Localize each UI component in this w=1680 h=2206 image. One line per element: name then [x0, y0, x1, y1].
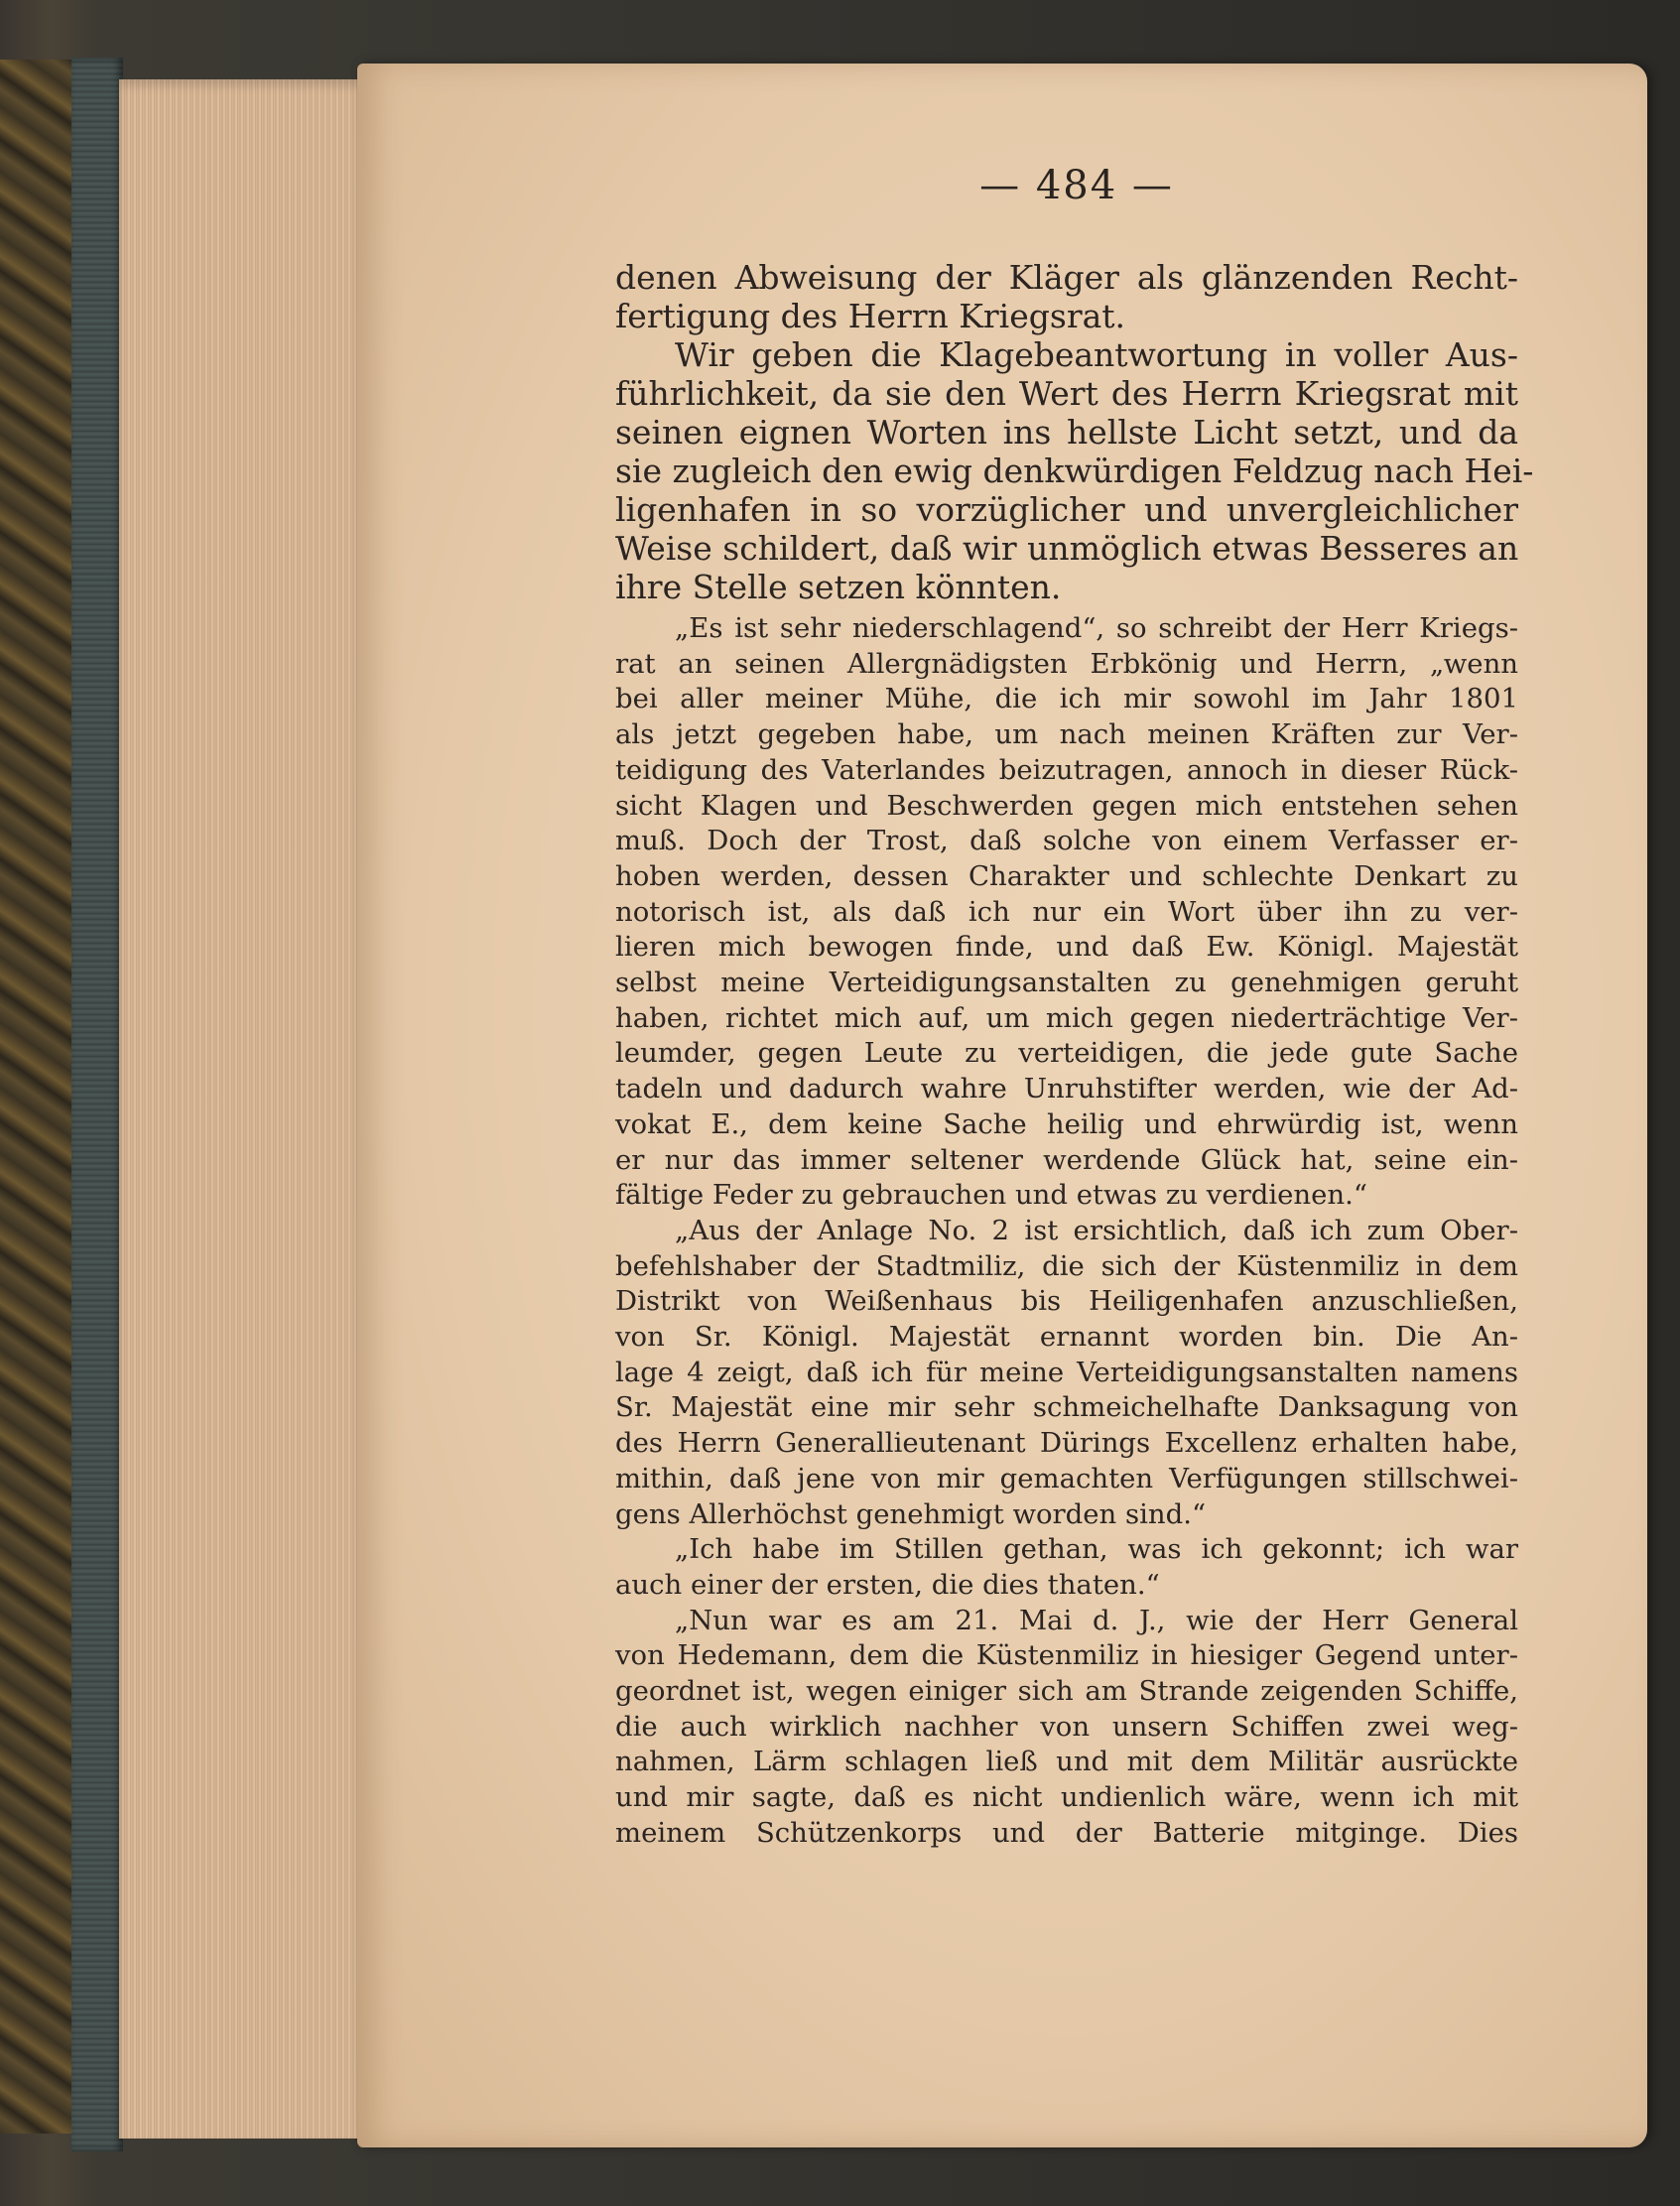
text-line: bei aller meiner Mühe, die ich mir sowohl im Jahr 1801 — [615, 683, 1518, 715]
text-line: fertigung des Herrn Kriegsrat. — [615, 297, 1126, 335]
book-spine — [71, 58, 123, 2151]
text-line: leumder, gegen Leute zu verteidigen, die jede gute Sache — [615, 1037, 1518, 1070]
text-line: teidigung des Vaterlandes beizutragen, annoch in dieser Rück- — [615, 753, 1518, 786]
text-line: und mir sagte, daß es nicht undienlich wäre, wenn ich mit — [615, 1781, 1518, 1814]
text-line: lieren mich bewogen finde, und daß Ew. Königl. Majestät — [615, 931, 1518, 964]
text-line: Sr. Majestät eine mir sehr schmeichelhafte Danksagung von — [615, 1391, 1518, 1424]
text-line: sie zugleich den ewig denkwürdigen Feldzug nach Hei- — [615, 452, 1534, 490]
text-line: Wir geben die Klagebeantwortung in voller Aus- — [675, 335, 1518, 374]
text-line: ihre Stelle setzen könnten. — [615, 568, 1062, 606]
text-line: des Herrn Generallieutenant Dürings Excellenz erhalten habe, — [615, 1427, 1518, 1460]
text-line: meinem Schützenkorps und der Batterie mitginge. Dies — [615, 1816, 1518, 1849]
text-line: führlichkeit, da sie den Wert des Herrn Kriegsrat mit — [615, 374, 1518, 413]
text-line: gens Allerhöchst genehmigt worden sind.“ — [615, 1497, 1207, 1530]
page-stack-edges — [119, 79, 367, 2139]
text-line: notorisch ist, als daß ich nur ein Wort über ihn zu ver- — [615, 895, 1518, 928]
text-line: befehlshaber der Stadtmiliz, die sich der Küstenmiliz in dem — [615, 1249, 1518, 1282]
text-line: haben, richtet mich auf, um mich gegen niederträchtige Ver- — [615, 1001, 1518, 1034]
text-line: selbst meine Verteidigungsanstalten zu genehmigen geruht — [615, 967, 1518, 998]
text-line: hoben werden, dessen Charakter und schlechte Denkart zu — [615, 859, 1518, 892]
text-line: mithin, daß jene von mir gemachten Verfügungen stillschwei- — [615, 1462, 1518, 1494]
marbled-cover-edge — [0, 60, 79, 2134]
text-line: als jetzt gegeben habe, um nach meinen Kräften zur Ver- — [615, 718, 1518, 751]
text-line: denen Abweisung der Kläger als glänzenden Recht- — [615, 258, 1518, 297]
text-line: geordnet ist, wegen einiger sich am Strande zeigenden Schiffe, — [615, 1675, 1518, 1707]
text-line: tadeln und dadurch wahre Unruhstifter werden, wie der Ad- — [615, 1073, 1518, 1105]
text-line: von Sr. Königl. Majestät ernannt worden bin. Die An- — [615, 1321, 1518, 1353]
text-line: sicht Klagen und Beschwerden gegen mich entstehen sehen — [615, 789, 1518, 822]
text-line: „Ich habe im Stillen gethan, was ich gekonnt; ich war — [675, 1533, 1518, 1566]
text-line: die auch wirklich nachher von unsern Schiffen zwei weg- — [615, 1710, 1518, 1743]
text-line: rat an seinen Allergnädigsten Erbkönig und Herrn, „wenn — [615, 647, 1518, 680]
text-line: auch einer der ersten, die dies thaten.“ — [615, 1568, 1160, 1601]
text-line: muß. Doch der Trost, daß solche von einem Verfasser er- — [615, 825, 1518, 857]
text-line: Distrikt von Weißenhaus bis Heiligenhafen anzuschließen, — [615, 1285, 1518, 1318]
text-line: er nur das immer seltener werdende Glück hat, seine ein- — [615, 1143, 1518, 1176]
text-line: fältige Feder zu gebrauchen und etwas zu verdienen.“ — [615, 1179, 1367, 1212]
text-line: „Aus der Anlage No. 2 ist ersichtlich, daß ich zum Ober- — [675, 1214, 1518, 1246]
text-line: vokat E., dem keine Sache heilig und ehrwürdig ist, wenn — [615, 1107, 1518, 1140]
text-line: seinen eignen Worten ins hellste Licht setzt, und da — [615, 413, 1518, 452]
text-line: „Es ist sehr niederschlagend“, so schreibt der Herr Kriegs- — [675, 612, 1518, 644]
text-line: lage 4 zeigt, daß ich für meine Verteidigungsanstalten namens — [615, 1356, 1518, 1388]
text-line: „Nun war es am 21. Mai d. J., wie der Herr General — [675, 1604, 1518, 1636]
text-line: ligenhafen in so vorzüglicher und unvergleichlicher — [615, 490, 1518, 529]
text-line: Weise schildert, daß wir unmöglich etwas Besseres an — [615, 529, 1519, 568]
page-number: — 484 — — [979, 163, 1174, 208]
text-line: von Hedemann, dem die Küstenmiliz in hiesiger Gegend unter- — [615, 1639, 1518, 1672]
text-line: nahmen, Lärm schlagen ließ und mit dem Militär ausrückte — [615, 1746, 1518, 1778]
